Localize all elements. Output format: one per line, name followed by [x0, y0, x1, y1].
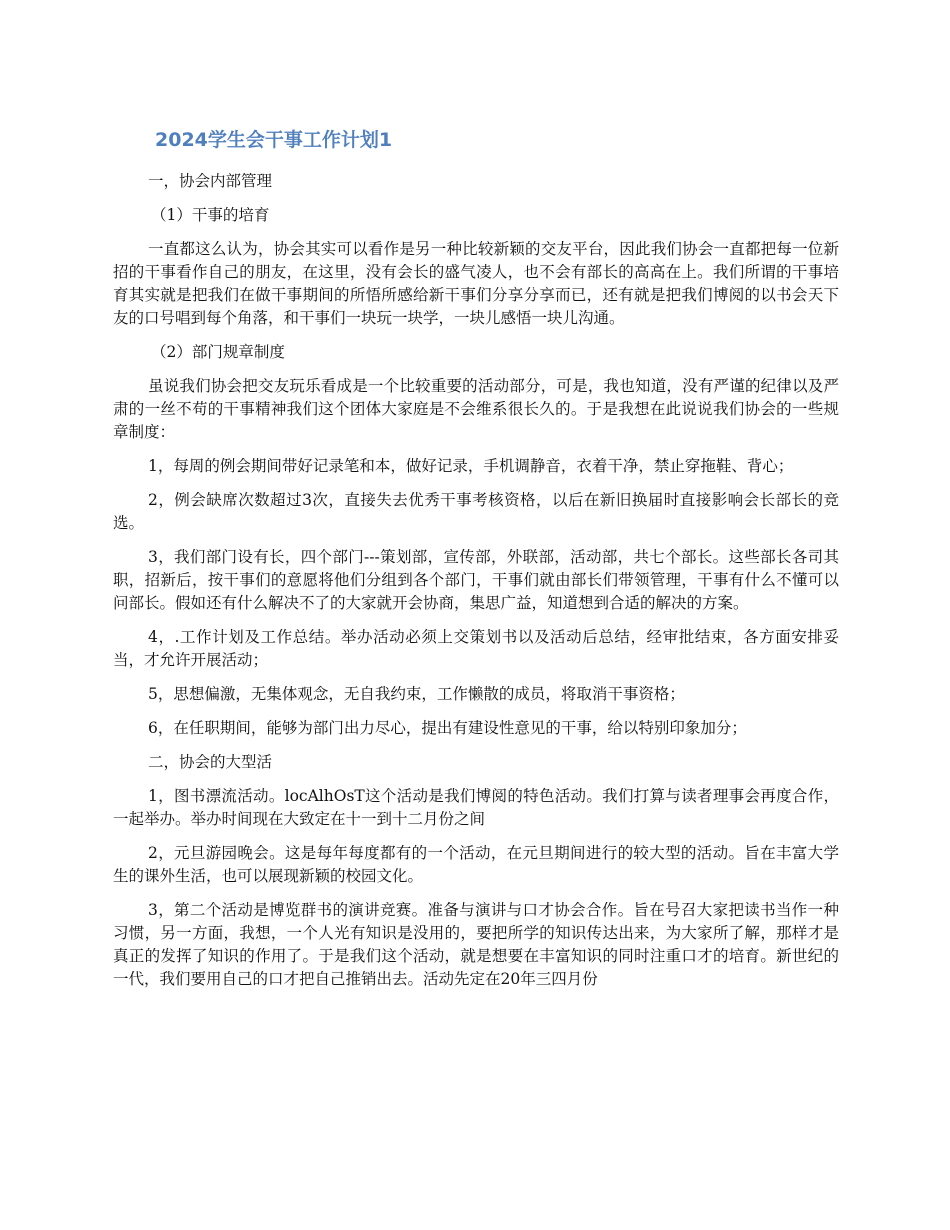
- activity-item-2: 2，元旦游园晚会。这是每年每度都有的一个活动，在元旦期间进行的较大型的活动。旨在丰富大学生的课外生活，也可以展现新颖的校园文化。: [113, 844, 839, 885]
- paragraph-staff-training: 一直都这么认为，协会其实可以看作是另一种比较新颖的交友平台，因此我们协会一直都把每一位新招的干事看作自己的朋友，在这里，没有会长的盛气凌人，也不会有部长的高高在上。我们所谓的干事培育其实就是把我们在做干事期间的所悟所感给新干事们分享分享而已，还有就是把我们博阅的以书会天下友的口号唱到每个角落，和干事们一块玩一块学，一块儿感悟一块儿沟通。: [113, 240, 839, 327]
- document-title: 2024学生会干事工作计划1: [155, 129, 393, 151]
- section-heading-major-activities: 二，协会的大型活: [148, 753, 273, 771]
- document-body: [113, 124, 839, 1002]
- section-heading-internal-management: 一，协会内部管理: [148, 172, 273, 190]
- subheading-department-rules: （2）部门规章制度: [151, 343, 285, 361]
- rule-item-6: 6，在任职期间，能够为部门出力尽心，提出有建设性意见的干事，给以特别印象加分；: [148, 719, 747, 737]
- rule-item-3: 3，我们部门设有长，四个部门---策划部，宣传部，外联部，活动部，共七个部长。这些部长各司其职，招新后，按干事们的意愿将他们分组到各个部门，干事们就由部长们带领管理，干事有什么不懂可以问部长。假如还有什么解决不了的大家就开会协商，集思广益，知道想到合适的解决的方案。: [113, 548, 839, 612]
- rule-item-4: 4，.工作计划及工作总结。举办活动必须上交策划书以及活动后总结，经审批结束，各方面安排妥当，才允许开展活动；: [113, 628, 839, 669]
- rule-item-2: 2，例会缺席次数超过3次，直接失去优秀干事考核资格，以后在新旧换届时直接影响会长部长的竞选。: [113, 491, 839, 532]
- paragraph-rules-intro: 虽说我们协会把交友玩乐看成是一个比较重要的活动部分，可是，我也知道，没有严谨的纪律以及严肃的一丝不苟的干事精神我们这个团体大家庭是不会维系很长久的。于是我想在此说说我们协会的一些规章制度：: [113, 377, 839, 441]
- rule-item-5: 5，思想偏激，无集体观念，无自我约束，工作懒散的成员，将取消干事资格；: [148, 685, 685, 703]
- subheading-staff-training: （1）干事的培育: [151, 206, 270, 224]
- activity-item-3: 3，第二个活动是博览群书的演讲竞赛。准备与演讲与口才协会合作。旨在号召大家把读书当作一种习惯，另一方面，我想，一个人光有知识是没用的，要把所学的知识传达出来，为大家所了解，那样才是真正的发挥了知识的作用了。于是我们这个活动，就是想要在丰富知识的同时注重口才的培育。新世纪的一代，我们要用自己的口才把自己推销出去。活动先定在20年三四月份: [113, 901, 839, 988]
- rule-item-1: 1，每周的例会期间带好记录笔和本，做好记录，手机调静音，衣着干净，禁止穿拖鞋、背心；: [148, 457, 794, 475]
- activity-item-1: 1，图书漂流活动。locAlhOsT这个活动是我们博阅的特色活动。我们打算与读者理事会再度合作，一起举办。举办时间现在大致定在十一到十二月份之间: [113, 787, 839, 828]
